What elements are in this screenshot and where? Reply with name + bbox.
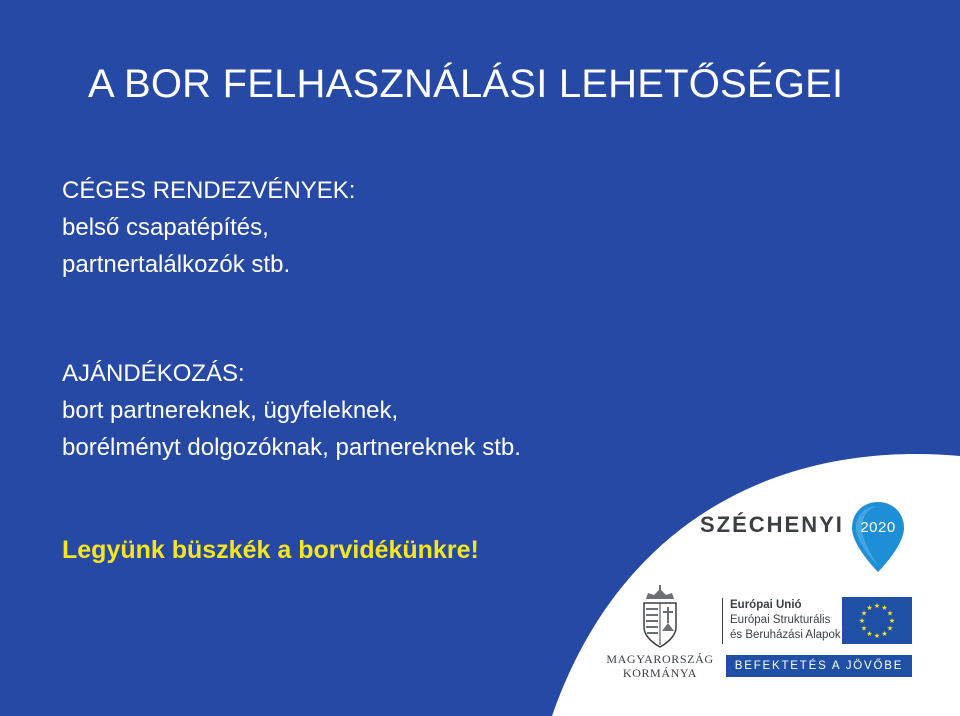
section-corporate-events (62, 172, 355, 283)
eu-line: Európai Strukturális (730, 614, 831, 626)
eu-star-icon: ★ (881, 629, 888, 638)
szechenyi-year: 2020 (860, 519, 896, 536)
section-gifting (62, 355, 521, 466)
section-heading: CÉGES RENDEZVÉNYEK: (62, 177, 356, 204)
eu-star-icon: ★ (888, 617, 896, 625)
slide-title: A BOR FELHASZNÁLÁSI LEHETŐSÉGEI (88, 62, 844, 106)
eu-flag-icon (842, 597, 912, 644)
eu-star-icon: ★ (886, 624, 894, 633)
eu-logo-text (730, 598, 841, 643)
eu-line: Európai Unió (730, 599, 802, 611)
government-line: MAGYARORSZÁG (606, 652, 714, 666)
szechenyi-logo-text: SZÉCHENYI (700, 512, 844, 537)
slogan: Legyünk büszkék a borvidékünkre! (62, 536, 479, 564)
eu-star-icon: ★ (860, 624, 868, 633)
eu-star-icon: ★ (858, 617, 866, 625)
hungarian-coat-of-arms-icon (638, 585, 682, 649)
section-line: borélményt dolgozóknak, partnereknek stb. (62, 434, 521, 461)
government-line: KORMÁNYA (622, 666, 698, 680)
section-line: belső csapatépítés, (62, 214, 269, 241)
section-line: partnertalálkozók stb. (62, 251, 291, 278)
eu-star-icon: ★ (873, 632, 881, 640)
location-pin-icon (850, 500, 906, 574)
eu-star-icon: ★ (866, 604, 873, 613)
eu-star-icon: ★ (873, 602, 881, 610)
government-logo-text (600, 652, 720, 680)
eu-star-icon: ★ (860, 609, 868, 618)
logo-divider (722, 598, 723, 644)
eu-line: és Beruházási Alapok (730, 629, 841, 641)
section-heading: AJÁNDÉKOZÁS: (62, 360, 245, 387)
eu-star-icon: ★ (866, 629, 873, 638)
section-line: bort partnereknek, ügyfeleknek, (62, 397, 399, 424)
befektetes-bar: BEFEKTETÉS A JÖVŐBE (726, 655, 912, 677)
eu-star-icon: ★ (881, 604, 888, 613)
eu-star-icon: ★ (886, 609, 894, 618)
